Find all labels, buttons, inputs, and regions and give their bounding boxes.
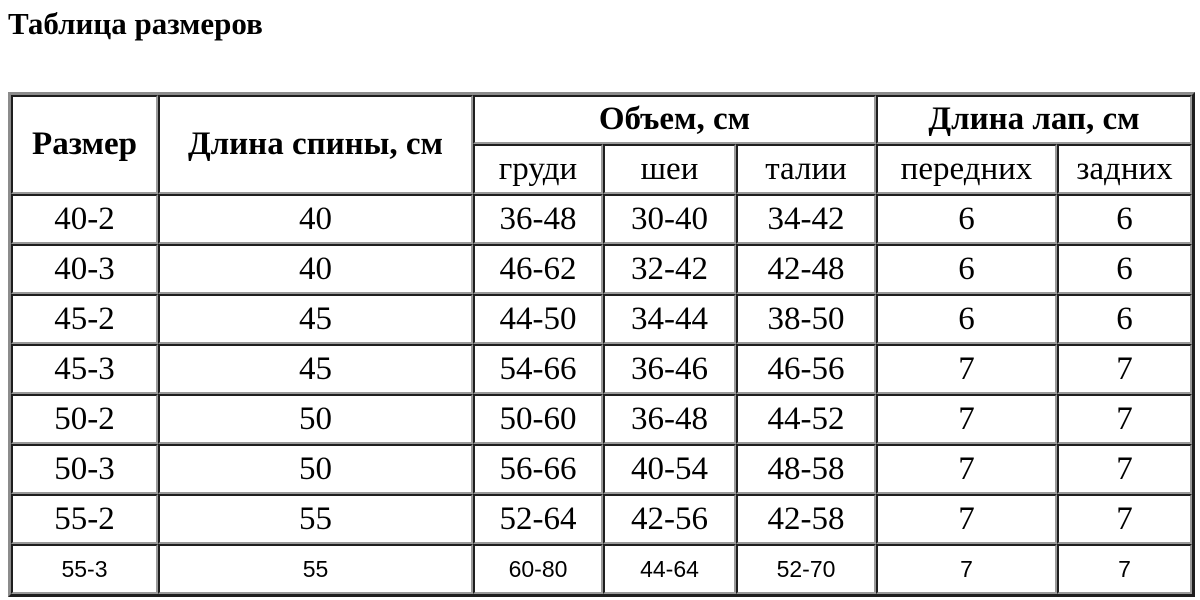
header-paw-length: Длина лап, см	[876, 95, 1192, 144]
cell-waist: 44-52	[736, 394, 876, 444]
cell-size: 50-3	[11, 444, 158, 494]
header-chest: груди	[473, 144, 603, 194]
cell-rear: 7	[1057, 344, 1192, 394]
header-rear: задних	[1057, 144, 1192, 194]
cell-size: 40-3	[11, 244, 158, 294]
cell-front: 6	[876, 294, 1057, 344]
cell-neck: 40-54	[603, 444, 736, 494]
cell-waist: 38-50	[736, 294, 876, 344]
cell-rear: 6	[1057, 244, 1192, 294]
cell-chest: 36-48	[473, 194, 603, 244]
cell-front: 6	[876, 244, 1057, 294]
cell-chest: 50-60	[473, 394, 603, 444]
cell-chest: 46-62	[473, 244, 603, 294]
cell-rear: 6	[1057, 294, 1192, 344]
cell-front: 7	[876, 544, 1057, 594]
header-size: Размер	[11, 95, 158, 194]
cell-rear: 7	[1057, 544, 1192, 594]
table-row	[11, 394, 1192, 444]
cell-front: 7	[876, 444, 1057, 494]
cell-neck: 34-44	[603, 294, 736, 344]
cell-neck: 44-64	[603, 544, 736, 594]
cell-size: 50-2	[11, 394, 158, 444]
cell-chest: 52-64	[473, 494, 603, 544]
cell-waist: 34-42	[736, 194, 876, 244]
header-waist: талии	[736, 144, 876, 194]
cell-back-length: 50	[158, 394, 473, 444]
cell-rear: 7	[1057, 444, 1192, 494]
table-row	[11, 444, 1192, 494]
cell-chest: 60-80	[473, 544, 603, 594]
cell-chest: 54-66	[473, 344, 603, 394]
cell-rear: 7	[1057, 494, 1192, 544]
cell-waist: 46-56	[736, 344, 876, 394]
cell-front: 7	[876, 394, 1057, 444]
header-back-length: Длина спины, см	[158, 95, 473, 194]
cell-front: 6	[876, 194, 1057, 244]
cell-chest: 56-66	[473, 444, 603, 494]
cell-back-length: 55	[158, 494, 473, 544]
cell-waist: 42-48	[736, 244, 876, 294]
cell-chest: 44-50	[473, 294, 603, 344]
cell-size: 45-2	[11, 294, 158, 344]
cell-neck: 32-42	[603, 244, 736, 294]
cell-back-length: 40	[158, 194, 473, 244]
cell-waist: 52-70	[736, 544, 876, 594]
cell-waist: 42-58	[736, 494, 876, 544]
header-front: передних	[876, 144, 1057, 194]
cell-front: 7	[876, 344, 1057, 394]
cell-back-length: 40	[158, 244, 473, 294]
cell-rear: 6	[1057, 194, 1192, 244]
cell-neck: 42-56	[603, 494, 736, 544]
table-row	[11, 544, 1192, 594]
cell-size: 45-3	[11, 344, 158, 394]
table-body	[11, 194, 1192, 594]
cell-waist: 48-58	[736, 444, 876, 494]
table-row	[11, 344, 1192, 394]
cell-neck: 36-46	[603, 344, 736, 394]
cell-back-length: 50	[158, 444, 473, 494]
table-row	[11, 294, 1192, 344]
size-table	[8, 92, 1195, 597]
cell-back-length: 45	[158, 294, 473, 344]
cell-neck: 36-48	[603, 394, 736, 444]
header-volume: Объем, см	[473, 95, 876, 144]
cell-back-length: 45	[158, 344, 473, 394]
cell-size: 40-2	[11, 194, 158, 244]
header-neck: шеи	[603, 144, 736, 194]
header-row-top	[11, 95, 1192, 144]
page-title: Таблица размеров	[8, 6, 263, 41]
cell-rear: 7	[1057, 394, 1192, 444]
cell-neck: 30-40	[603, 194, 736, 244]
table-row	[11, 194, 1192, 244]
table-row	[11, 494, 1192, 544]
cell-size: 55-2	[11, 494, 158, 544]
cell-front: 7	[876, 494, 1057, 544]
cell-size: 55-3	[11, 544, 158, 594]
cell-back-length: 55	[158, 544, 473, 594]
table-row	[11, 244, 1192, 294]
